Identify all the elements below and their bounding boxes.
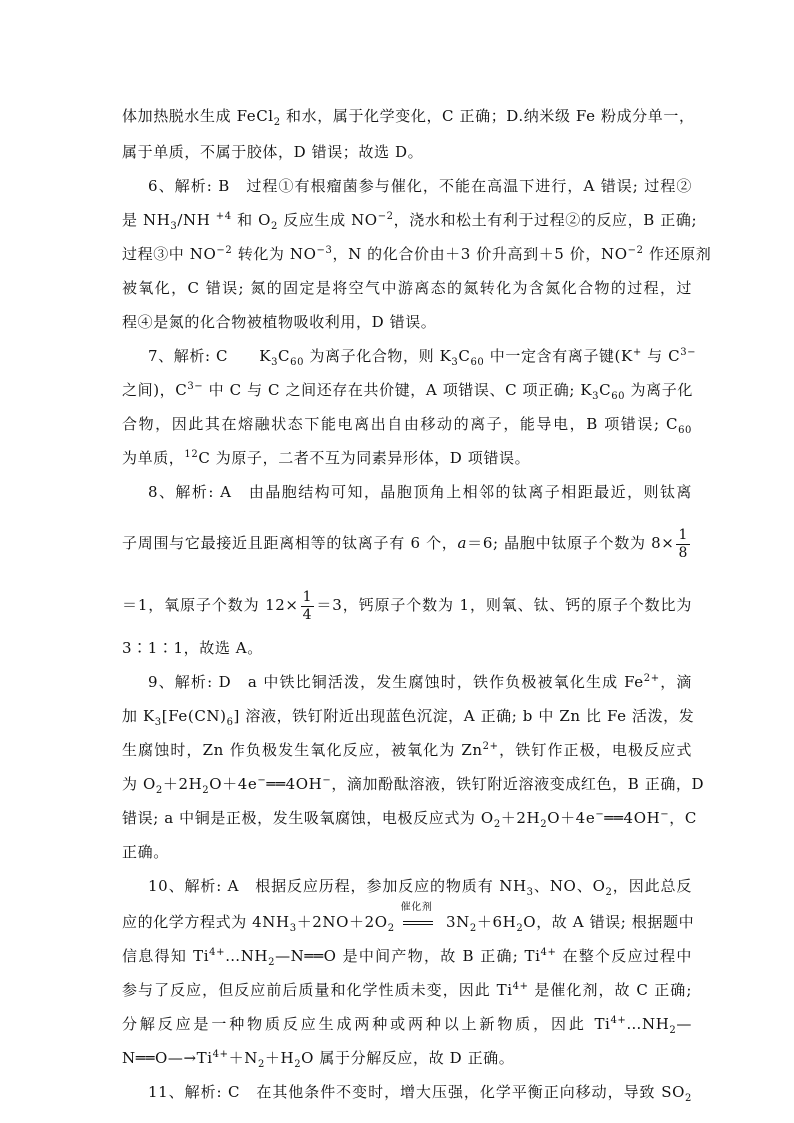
fraction: $\frac{1}{8}$ (678, 526, 688, 561)
text-line: 子周围与它最接近且距离相等的钛离子有 6 个，a＝6; 晶胞中钛原子个数为 8× $\frac{1}{8}$ (122, 526, 688, 561)
text-line: 应的化学方程式为 $4NH_3+2NO+2O_2$ 催化剂 $3N_2+6H_2O$，故 A 错误; 根据题中 (122, 902, 695, 934)
answer-6-line: 6、解析: B 过程①有根瘤菌参与催化，不能在高温下进行，A 错误; 过程② (148, 177, 692, 195)
text-line: 合物，因此其在熔融状态下能电离出自由移动的离子，能导电，B 项错误; $C_{60}$ (122, 415, 692, 436)
text-line: 3∶1∶1，故选 A。 (122, 639, 263, 657)
text-line: 参与了反应，但反应前后质量和化学性质未变，因此 $Ti^{4+}$ 是催化剂，故 C 正确; (122, 981, 692, 999)
answer-11-line: 11、解析: C 在其他条件不变时，增大压强，化学平衡正向移动，导致 $SO_2$ (148, 1083, 692, 1104)
answer-10-line: 10、解析: A 根据反应历程，参加反应的物质有 $NH_3$、NO、$O_2$，因此总反 (148, 877, 692, 898)
text-line: 属于单质，不属于胶体，D 错误；故选 D。 (122, 143, 424, 161)
text-line: 是 $NH_3/NH$ $^{+4}$ 和 $O_2$ 反应生成 $NO^{-2}$，浇水和松土有利于过程②的反应，B 正确; (122, 211, 698, 232)
answer-8-line: 8、解析: A 由晶胞结构可知，晶胞顶角上相邻的钛离子相距最近，则钛离 (148, 483, 692, 501)
text-line: 被氧化，C 错误; 氮的固定是将空气中游离态的氮转化为含氮化合物的过程，过 (122, 279, 692, 297)
text-line: 正确。 (122, 843, 169, 861)
text-line: $N══O—\to Ti^{4+}+N_2+H_2O$ 属于分解反应，故 D 正确。 (122, 1049, 515, 1070)
fraction: $\frac{1}{4}$ (302, 588, 313, 623)
text-line: 信息得知 $Ti^{4+}\dots NH_2—N══O$ 是中间产物，故 B 正确; $Ti^{4+}$ 在整个反应过程中 (122, 947, 692, 968)
text-line: 程④是氮的化合物被植物吸收利用，D 错误。 (122, 313, 437, 331)
text-line: 加 $K_3[Fe(CN)_6]$ 溶液，铁钉附近出现蓝色沉淀，A 正确; b 中 Zn 比 Fe 活泼，发 (122, 707, 695, 728)
text-line: 体加热脱水生成 FeCl$_2$ 和水，属于化学变化，C 正确；D.纳米级 Fe 粉成分单一， (122, 107, 695, 128)
text-line: 错误; a 中铜是正极，发生吸氧腐蚀，电极反应式为 $O_2+2H_2O+4e^-══4OH^-$，C (122, 809, 697, 830)
catalyst-arrow: 催化剂 (403, 912, 433, 932)
text-line: ＝1，氧原子个数为 12× $\frac{1}{4}$ ＝3，钙原子个数为 1，则氧、钛、钙的原子个数比为 (122, 588, 692, 623)
text-line: 为 $O_2+2H_2O+4e^-══4OH^-$，滴加酚酞溶液，铁钉附近溶液变成红色，B 正确，D (122, 775, 705, 796)
text-line: 生腐蚀时，Zn 作负极发生氧化反应，被氧化为 $Zn^{2+}$，铁钉作正极，电极反应式 (122, 741, 692, 759)
text-line: 分解反应是一种物质反应生成两种或两种以上新物质，因此 $Ti^{4+}\dots NH_2—$ (122, 1015, 692, 1036)
answer-7-line: 7、解析: C $K_3C_{60}$ 为离子化合物，则 $K_3C_{60}$ 中一定含有离子键(K+ 与 $C^{3-}$ (148, 347, 697, 368)
text-line: 为单质，$^{12}$C 为原子，二者不互为同素异形体，D 项错误。 (122, 449, 531, 467)
text-line: 过程③中 $NO^{-2}$ 转化为 $NO^{-3}$，N 的化合价由＋3 价升高到＋5 价，$NO^{-2}$ 作还原剂 (122, 245, 712, 263)
text-line: 之间)，$C^{3-}$ 中 C 与 C 之间还存在共价键，A 项错误、C 项正确; $K_3C_{60}$ 为离子化 (122, 381, 693, 402)
answer-9-line: 9、解析: D a 中铁比铜活泼，发生腐蚀时，铁作负极被氧化生成 $Fe^{2+}$，滴 (148, 673, 692, 691)
